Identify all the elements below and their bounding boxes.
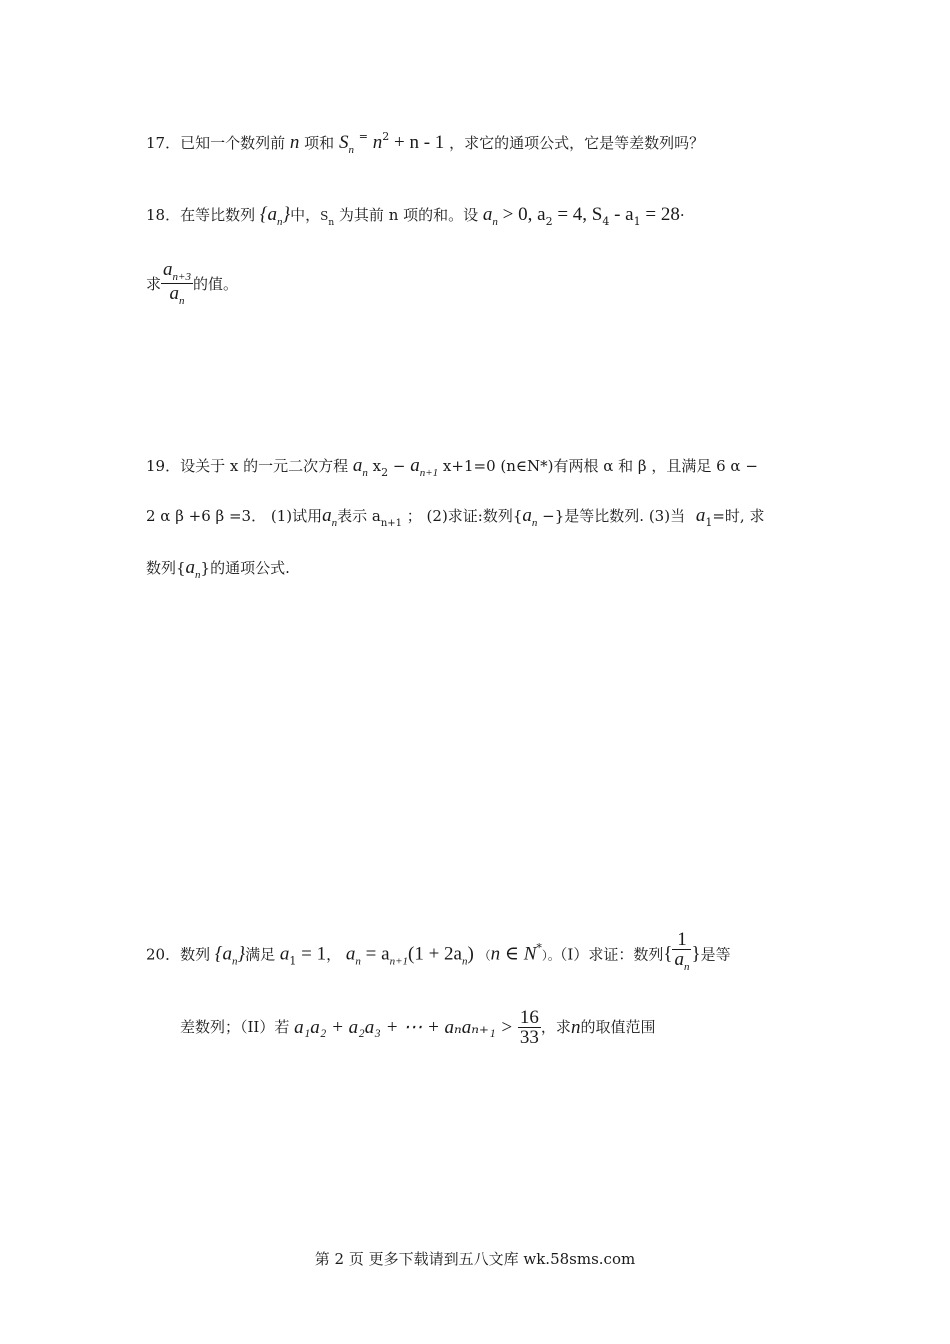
problem-19: 19．设关于 x 的一元二次方程 $a_n$ $x_2 - a_{n+1}$ x+1=0 (n∈N*)有两根 α 和 β ，且满足 6 α − bbox=[146, 455, 758, 479]
ratio-fraction: $\frac{a_{n+3}}{a_n}$ bbox=[163, 259, 191, 307]
problem-18-ask: 求 $\frac{a_{n+3}}{a_n}$ 的值。 bbox=[146, 259, 238, 307]
problem-19-line2: 2 α β +6 β =3． (1)试用$a_n$表示 $a_{n+1}$ ； (2)求证:数列{$a_n$ −}是等比数列. (3)当 $a_1=$时, 求 bbox=[146, 505, 765, 529]
problem-number: 19． bbox=[146, 457, 181, 475]
problem-number: 20． bbox=[146, 945, 181, 964]
problem-20: 20．数列 $\{a_n\}$满足 $a_1 = 1$， $a_n = a_{n+1}(1 + 2a_n)$ （n ∈ N*）。（I）求证：数列{ $\frac{1}{a_n}$ }是等 bbox=[146, 929, 731, 973]
problem-17: 17．已知一个数列前 n 项和 $S_n$ = $n^2 + n - 1$ ，求它的通项公式，它是等差数列吗？ bbox=[146, 130, 705, 156]
condition-formula: $a_n > 0$, $a_2 = 4$, $S_4 - a_1 = 28\cdot$ bbox=[482, 204, 685, 228]
math-var: n bbox=[289, 132, 300, 153]
problem-number: 17． bbox=[146, 134, 181, 152]
bound-fraction: $\frac{16}{33}$ bbox=[519, 1007, 539, 1048]
page-footer: 第 2 页 更多下载请到五八文库 wk.58sms.com bbox=[314, 1250, 636, 1268]
problem-20-line2: 差数列；（II）若 a₁a₂ + a₂a₃ + ⋯ + aₙaₙ₊₁ > $\frac{16}{33}$ ，求n的取值范围 bbox=[180, 1007, 656, 1048]
problem-number: 18． bbox=[146, 206, 181, 224]
problem-19-line3: 数列$\{a_n\}$的通项公式. bbox=[146, 557, 290, 581]
reciprocal-fraction: $\frac{1}{a_n}$ bbox=[674, 929, 690, 973]
sum-inequality: a₁a₂ + a₂a₃ + ⋯ + aₙaₙ₊₁ > bbox=[294, 1017, 514, 1038]
problem-18: 18．在等比数列 $\{a_n\}$中，$S_n$ 为其前 n 项的和。设 $a_n > 0$, $a_2 = 4$, $S_4 - a_1 = 28\cdot$ bbox=[146, 204, 685, 228]
sum-formula: $S_n$ = $n^2 + n - 1$ bbox=[338, 130, 445, 156]
